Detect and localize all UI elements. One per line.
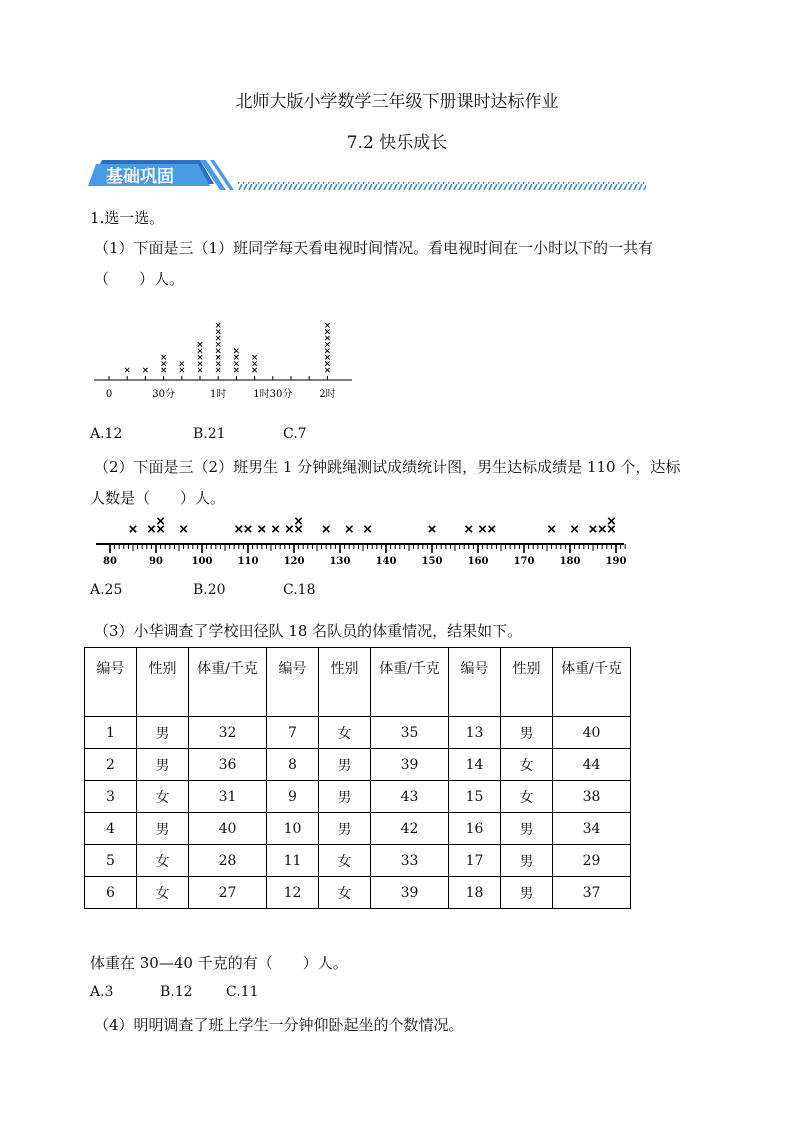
cross-mark — [325, 355, 329, 359]
table-row — [85, 781, 631, 813]
table-cell: 男 — [501, 845, 553, 877]
cross-mark — [157, 518, 163, 524]
cross-mark — [346, 526, 352, 532]
cross-mark — [325, 342, 329, 346]
page-title: 北师大版小学数学三年级下册课时达标作业 — [235, 92, 559, 112]
table-cell: 44 — [553, 749, 631, 781]
cross-mark — [234, 349, 238, 353]
tv-time-dot-plot — [92, 300, 362, 408]
table-header-cell: 编号 — [85, 648, 137, 717]
chart2-tick-label: 190 — [605, 556, 627, 567]
q1-p2-option-b: B.20 — [193, 582, 226, 598]
table-cell: 11 — [267, 845, 319, 877]
cross-mark — [216, 361, 220, 365]
q1-p1-line1: （1）下面是三（1）班同学每天看电视时间情况。看电视时间在一小时以下的一共有 — [94, 239, 654, 257]
q1-p1-option-b: B.21 — [193, 426, 226, 442]
table-row — [85, 845, 631, 877]
cross-mark — [252, 361, 256, 365]
cross-mark — [590, 526, 596, 532]
cross-mark — [608, 526, 614, 532]
q1-p1-line2: （ ）人。 — [94, 270, 185, 288]
table-cell: 16 — [449, 813, 501, 845]
table-header-cell: 编号 — [449, 648, 501, 717]
table-header-cell: 编号 — [267, 648, 319, 717]
q1-p1-option-c: C.7 — [283, 426, 307, 442]
cross-mark — [161, 368, 165, 372]
table-cell: 10 — [267, 813, 319, 845]
q1-p3-option-b: B.12 — [160, 984, 193, 1000]
cross-mark — [599, 526, 605, 532]
table-cell: 9 — [267, 781, 319, 813]
table-cell: 33 — [371, 845, 449, 877]
chart1-tick-label: 2时 — [319, 389, 336, 400]
cross-mark — [236, 526, 242, 532]
chart2-tick-label: 170 — [513, 556, 535, 567]
table-header-cell: 性别 — [137, 648, 189, 717]
jump-rope-dot-plot — [96, 508, 628, 570]
cross-mark — [571, 526, 577, 532]
table-cell: 7 — [267, 717, 319, 749]
cross-mark — [252, 355, 256, 359]
table-cell: 39 — [371, 877, 449, 909]
page-subtitle: 7.2 快乐成长 — [346, 133, 448, 153]
cross-mark — [608, 518, 614, 524]
cross-mark — [216, 323, 220, 327]
cross-mark — [325, 368, 329, 372]
cross-mark — [295, 526, 301, 532]
table-cell: 女 — [319, 845, 371, 877]
cross-mark — [259, 526, 265, 532]
cross-mark — [489, 526, 495, 532]
cross-mark — [216, 336, 220, 340]
table-cell: 男 — [501, 877, 553, 909]
chart1-tick-label: 0 — [105, 389, 113, 400]
cross-mark — [216, 342, 220, 346]
cross-mark — [143, 368, 147, 372]
chart2-tick-label: 180 — [559, 556, 581, 567]
table-cell: 27 — [189, 877, 267, 909]
cross-mark — [325, 336, 329, 340]
banner-label: 基础巩固 — [106, 167, 174, 187]
q1-p3-option-a: A.3 — [90, 984, 114, 1000]
table-cell: 男 — [319, 781, 371, 813]
chart1-tick-label: 1时 — [210, 389, 227, 400]
table-cell: 17 — [449, 845, 501, 877]
table-cell: 37 — [553, 877, 631, 909]
q1-p1-option-a: A.12 — [90, 426, 123, 442]
table-cell: 42 — [371, 813, 449, 845]
cross-mark — [148, 526, 154, 532]
chart2-tick-label: 140 — [375, 556, 397, 567]
cross-mark — [295, 518, 301, 524]
cross-mark — [216, 349, 220, 353]
table-header-cell: 体重/千克 — [371, 648, 449, 717]
table-cell: 35 — [371, 717, 449, 749]
table-cell: 3 — [85, 781, 137, 813]
q1-p3-option-c: C.11 — [226, 984, 259, 1000]
table-header-row — [85, 648, 631, 717]
cross-mark — [216, 368, 220, 372]
q1-p2-line2: 人数是（ ）人。 — [90, 489, 226, 507]
cross-mark — [234, 361, 238, 365]
cross-mark — [125, 368, 129, 372]
table-header-cell: 性别 — [319, 648, 371, 717]
chart2-tick-label: 100 — [191, 556, 213, 567]
table-cell: 39 — [371, 749, 449, 781]
cross-mark — [198, 349, 202, 353]
table-cell: 12 — [267, 877, 319, 909]
table-cell: 5 — [85, 845, 137, 877]
table-cell: 2 — [85, 749, 137, 781]
cross-mark — [325, 349, 329, 353]
table-cell: 28 — [189, 845, 267, 877]
chart2-tick-label: 130 — [329, 556, 351, 567]
table-cell: 36 — [189, 749, 267, 781]
cross-mark — [161, 361, 165, 365]
cross-mark — [429, 526, 435, 532]
chart2-tick-label: 90 — [149, 556, 163, 567]
cross-mark — [216, 355, 220, 359]
q1-stem: 1.选一选。 — [90, 209, 165, 227]
table-cell: 女 — [137, 877, 189, 909]
table-cell: 38 — [553, 781, 631, 813]
table-cell: 18 — [449, 877, 501, 909]
cross-mark — [234, 355, 238, 359]
table-cell: 男 — [501, 813, 553, 845]
table-cell: 13 — [449, 717, 501, 749]
cross-mark — [325, 361, 329, 365]
chart2-tick-label: 110 — [237, 556, 259, 567]
table-cell: 40 — [553, 717, 631, 749]
cross-mark — [364, 526, 370, 532]
cross-mark — [466, 526, 472, 532]
q1-p2-line1: （2）下面是三（2）班男生 1 分钟跳绳测试成绩统计图，男生达标成绩是 110 个，达标 — [94, 458, 681, 476]
table-cell: 女 — [319, 877, 371, 909]
chart1-tick-label: 30分 — [152, 389, 175, 400]
q1-p2-option-c: C.18 — [283, 582, 316, 598]
cross-mark — [180, 526, 186, 532]
cross-mark — [198, 355, 202, 359]
cross-mark — [272, 526, 278, 532]
cross-mark — [216, 329, 220, 333]
weight-table — [84, 647, 631, 909]
cross-mark — [245, 526, 251, 532]
chart1-tick-label: 1时30分 — [253, 389, 293, 400]
chart2-tick-label: 80 — [103, 556, 117, 567]
cross-mark — [157, 526, 163, 532]
table-cell: 男 — [137, 813, 189, 845]
cross-mark — [161, 355, 165, 359]
q1-p4-line: （4）明明调查了班上学生一分钟仰卧起坐的个数情况。 — [94, 1016, 464, 1034]
cross-mark — [180, 368, 184, 372]
table-cell: 34 — [553, 813, 631, 845]
table-cell: 男 — [319, 749, 371, 781]
q1-p3-question: 体重在 30—40 千克的有（ ）人。 — [90, 954, 348, 972]
table-cell: 29 — [553, 845, 631, 877]
table-cell: 6 — [85, 877, 137, 909]
table-cell: 1 — [85, 717, 137, 749]
table-cell: 14 — [449, 749, 501, 781]
cross-mark — [234, 368, 238, 372]
table-cell: 男 — [501, 717, 553, 749]
cross-mark — [198, 361, 202, 365]
chart2-tick-label: 150 — [421, 556, 443, 567]
chart2-tick-label: 120 — [283, 556, 305, 567]
table-cell: 男 — [137, 717, 189, 749]
table-cell: 男 — [137, 749, 189, 781]
q1-p2-option-a: A.25 — [90, 582, 123, 598]
table-cell: 40 — [189, 813, 267, 845]
cross-mark — [479, 526, 485, 532]
cross-mark — [325, 323, 329, 327]
table-cell: 15 — [449, 781, 501, 813]
table-cell: 32 — [189, 717, 267, 749]
section-banner — [88, 160, 648, 192]
cross-mark — [198, 342, 202, 346]
cross-mark — [286, 526, 292, 532]
table-cell: 女 — [137, 781, 189, 813]
table-header-cell: 体重/千克 — [189, 648, 267, 717]
cross-mark — [323, 526, 329, 532]
table-cell: 43 — [371, 781, 449, 813]
cross-mark — [252, 368, 256, 372]
table-cell: 男 — [319, 813, 371, 845]
table-row — [85, 813, 631, 845]
q1-p3-line: （3）小华调查了学校田径队 18 名队员的体重情况，结果如下。 — [94, 622, 523, 640]
chart2-tick-label: 160 — [467, 556, 489, 567]
table-row — [85, 749, 631, 781]
table-cell: 女 — [501, 749, 553, 781]
cross-mark — [548, 526, 554, 532]
table-cell: 4 — [85, 813, 137, 845]
table-header-cell: 性别 — [501, 648, 553, 717]
table-cell: 女 — [137, 845, 189, 877]
table-cell: 女 — [501, 781, 553, 813]
table-row — [85, 717, 631, 749]
cross-mark — [198, 368, 202, 372]
cross-mark — [130, 526, 136, 532]
table-header-cell: 体重/千克 — [553, 648, 631, 717]
table-cell: 女 — [319, 717, 371, 749]
table-cell: 8 — [267, 749, 319, 781]
cross-mark — [180, 361, 184, 365]
table-cell: 31 — [189, 781, 267, 813]
table-row — [85, 877, 631, 909]
cross-mark — [325, 329, 329, 333]
